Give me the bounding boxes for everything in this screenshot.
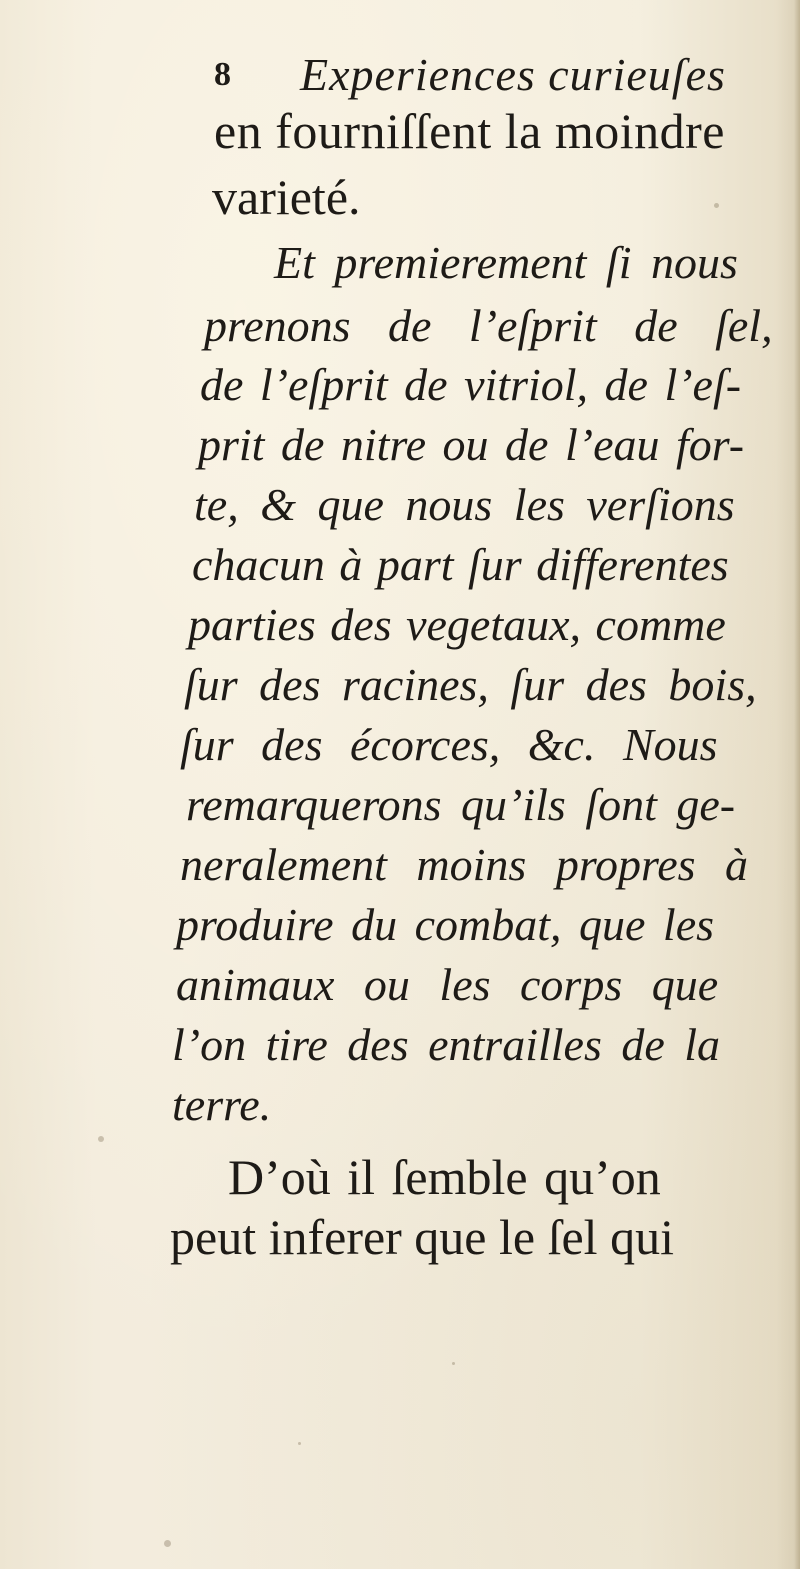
text-line: Et premierement ſi nous xyxy=(274,237,738,288)
text-line: parties des vegetaux, comme xyxy=(188,599,726,650)
text-line: en fourniſſent la moindre xyxy=(214,103,725,159)
text-line: prenons de l’eſprit de ſel, xyxy=(204,300,773,351)
text-line: animaux ou les corps que xyxy=(176,959,719,1010)
text-line: remarquerons qu’ils ſont ge- xyxy=(186,779,736,830)
text-line: peut inferer que le ſel qui xyxy=(170,1209,674,1265)
text-line: de l’eſprit de vitriol, de l’eſ- xyxy=(200,359,742,410)
text-line: ſur des racines, ſur des bois, xyxy=(184,659,757,710)
text-line: neralement moins propres à xyxy=(180,839,749,890)
text-line: varieté. xyxy=(212,169,361,225)
text-line: produire du combat, que les xyxy=(176,899,715,950)
text-line: l’on tire des entrailles de la xyxy=(172,1019,721,1070)
text-line: chacun à part ſur differentes xyxy=(192,539,729,590)
text-line: te, & que nous les verſions xyxy=(194,479,735,530)
page-number: 8 xyxy=(214,56,231,93)
text-line: ſur des écorces, &c. Nous xyxy=(180,719,718,770)
text-line: terre. xyxy=(172,1079,272,1130)
running-head: Experiences curieuſes xyxy=(300,49,726,100)
text-line: D’où il ſemble qu’on xyxy=(228,1149,661,1205)
text-line: prit de nitre ou de l’eau for- xyxy=(198,419,745,470)
